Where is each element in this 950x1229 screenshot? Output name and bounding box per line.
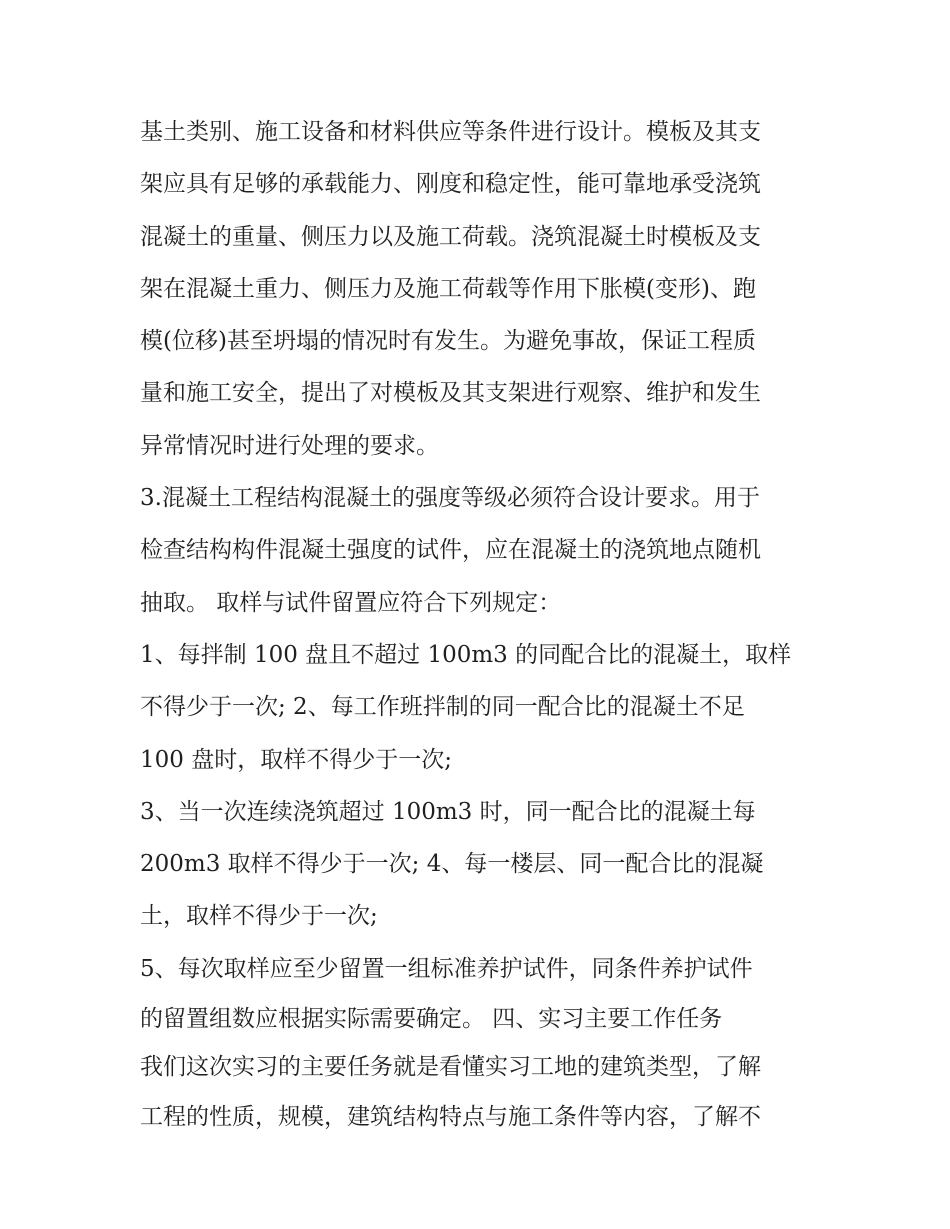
text-line: 模(位移)甚至坍塌的情况时有发生。为避免事故，保证工程质: [140, 328, 756, 355]
text-line: 量和施工安全，提出了对模板及其支架进行观察、维护和发生: [140, 380, 761, 407]
text-line: 3.混凝土工程结构混凝土的强度等级必须符合设计要求。用于: [140, 485, 760, 512]
text-line: 混凝土的重量、侧压力以及施工荷载。浇筑混凝土时模板及支: [140, 223, 761, 250]
text-line: 基土类别、施工设备和材料供应等条件进行设计。模板及其支: [140, 119, 761, 145]
text-line: 的留置组数应根据实际需要确定。 四、实习主要工作任务: [140, 1006, 723, 1033]
text-line: 不得少于一次; 2、每工作班拌制的同一配合比的混凝土不足: [140, 694, 745, 721]
text-line: 抽取。 取样与试件留置应符合下列规定：: [140, 589, 562, 616]
text-line: 工程的性质，规模，建筑结构特点与施工条件等内容，了解不: [140, 1104, 761, 1131]
text-line: 1、每拌制 100 盘且不超过 100m3 的同配合比的混凝土，取样: [140, 641, 792, 668]
text-line: 3、当一次连续浇筑超过 100m3 时，同一配合比的混凝土每: [140, 798, 756, 825]
text-line: 5、每次取样应至少留置一组标准养护试件，同条件养护试件: [140, 955, 753, 982]
body-text: [140, 106, 830, 1143]
text-line: 200m3 取样不得少于一次; 4、每一楼层、同一配合比的混凝: [140, 851, 764, 878]
text-line: 100 盘时，取样不得少于一次;: [140, 746, 452, 773]
text-line: 我们这次实习的主要任务就是看懂实习工地的建筑类型，了解: [140, 1054, 761, 1081]
text-line: 异常情况时进行处理的要求。: [140, 432, 439, 459]
text-line: 架在混凝土重力、侧压力及施工荷载等作用下胀模(变形)、跑: [140, 275, 756, 302]
text-line: 架应具有足够的承载能力、刚度和稳定性，能可靠地承受浇筑: [140, 171, 761, 198]
text-line: 检查结构构件混凝土强度的试件，应在混凝土的浇筑地点随机: [140, 537, 761, 564]
text-line: 土，取样不得少于一次;: [140, 903, 378, 930]
